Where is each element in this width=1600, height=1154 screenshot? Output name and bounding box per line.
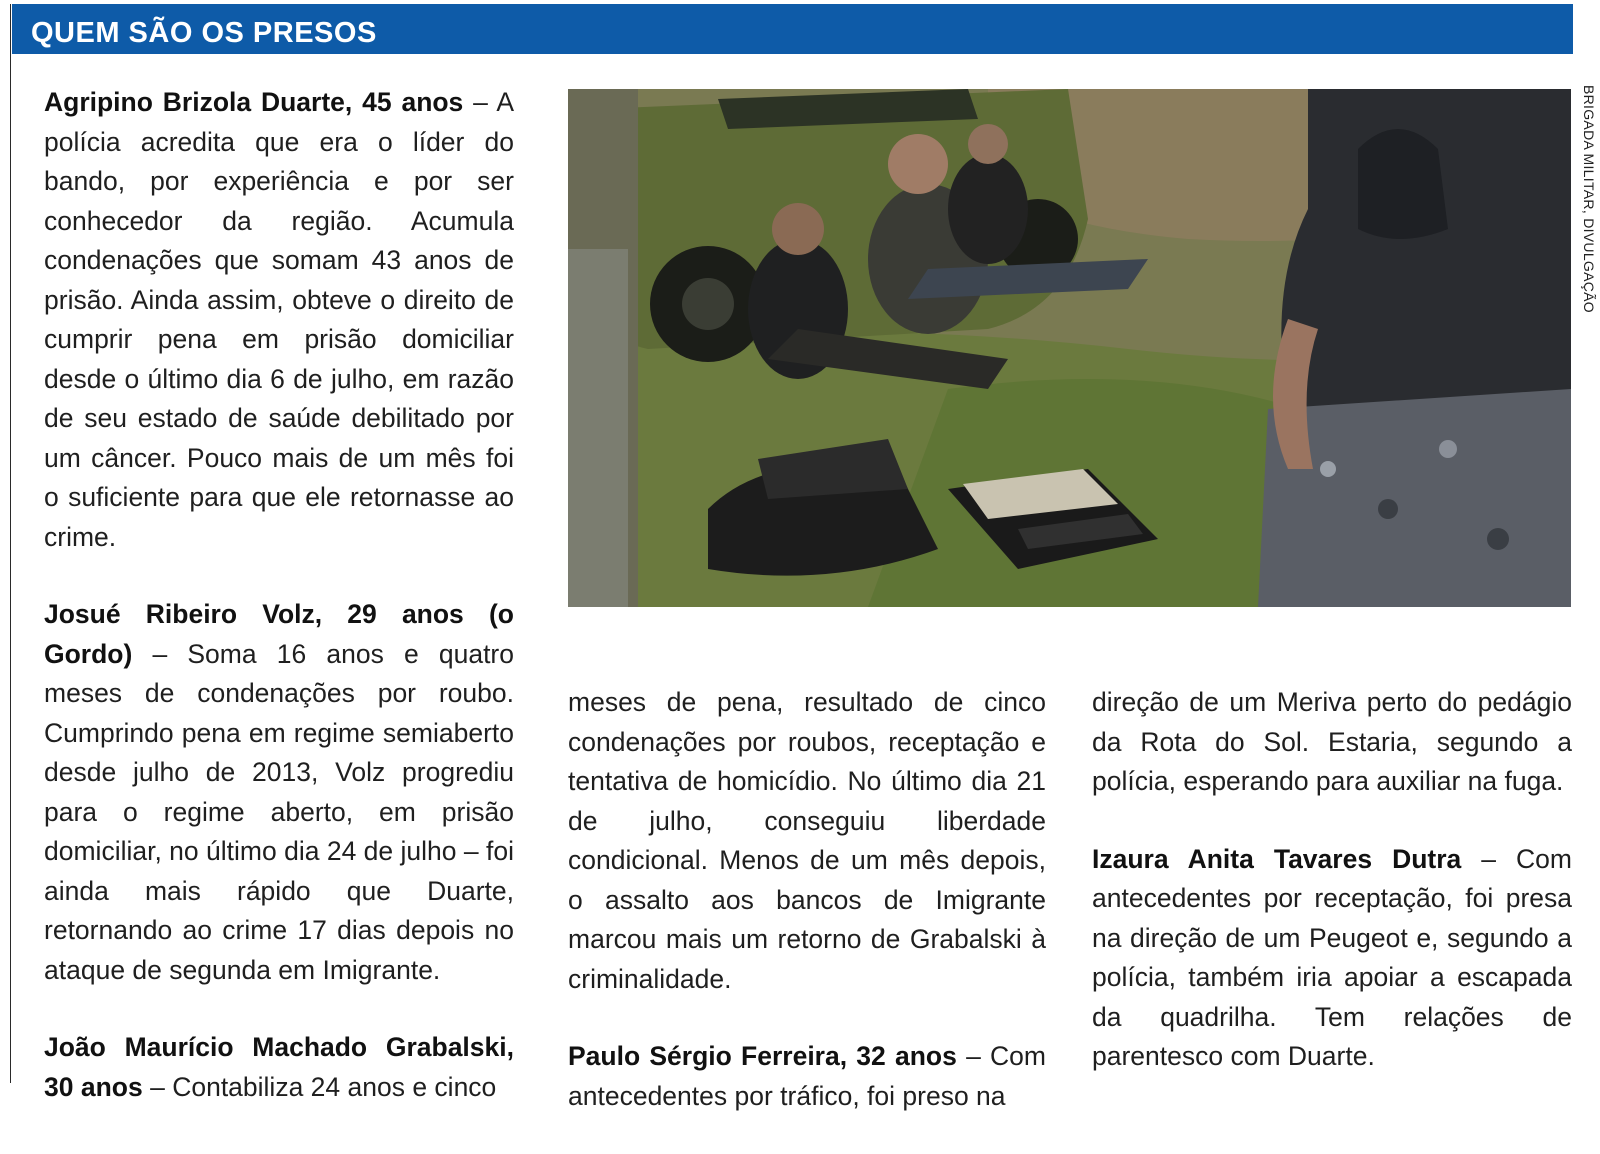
entry-name: Agripino Brizola Duarte, 45 anos: [44, 87, 464, 117]
entry-grabalski: João Maurício Machado Grabalski, 30 anos – Contabiliza 24 anos e cinco: [44, 1032, 514, 1102]
photo-illustration: [568, 89, 1571, 607]
entry-dutra: Izaura Anita Tavares Dutra – Com antecedentes por receptação, foi presa na direção de um Peugeot e, segundo a polícia, também iria apoiar a escapada da quadrilha. Tem relações de parentesco com Duarte.: [1092, 843, 1572, 1071]
column-3: [1092, 683, 1572, 1115]
column-2: [568, 683, 1046, 1154]
entry-ferreira-cont: [1092, 683, 1572, 802]
entry-text: A polícia acredita que era o líder do bando, por experiência e por ser conhecedor da região. Acumula condenações que somam 43 anos de prisão. Ainda assim, obteve o direito de cumprir pena em prisão domiciliar desde o último dia 6 de julho, em razão de seu estado de saúde debilitado por um câncer. Pouco mais de um mês foi o suficiente para que ele retornasse ao crime.: [44, 87, 514, 552]
entry-grabalski-cont: [568, 683, 1046, 999]
entry-text: Com antecedentes por receptação, foi presa na direção de um Peugeot e, segundo a polícia, também iria apoiar a escapada da quadrilha. Tem relações de parentesco com Duarte.: [1092, 843, 1572, 1071]
entry-text: Com antecedentes por tráfico, foi preso na: [568, 1041, 1046, 1111]
entry-text: Soma 16 anos e quatro meses de condenações por roubo. Cumprindo pena em regime semiaberto desde julho de 2013, Volz progrediu para o regime aberto, em prisão domiciliar, no último dia 24 de julho – foi ainda mais rápido que Duarte, retornando ao crime 17 dias depois no ataque de segunda em Imigrante.: [44, 638, 514, 985]
entry-name: Josué Ribeiro Volz, 29 anos (o Gordo): [44, 599, 514, 669]
entry-text: direção de um Meriva perto do pedágio da Rota do Sol. Estaria, segundo a polícia, esperando para auxiliar na fuga.: [1092, 687, 1572, 796]
entry-name: Paulo Sérgio Ferreira, 32 anos: [568, 1041, 957, 1071]
entry-volz: Josué Ribeiro Volz, 29 anos (o Gordo) – Soma 16 anos e quatro meses de condenações por roubo. Cumprindo pena em regime semiaberto desde julho de 2013, Volz progrediu para o regime aberto, em prisão domiciliar, no último dia 24 de julho – foi ainda mais rápido que Duarte, retornando ao crime 17 dias depois no ataque de segunda em Imigrante.: [44, 599, 514, 985]
photo-credit: BRIGADA MILITAR, DIVULGAÇÃO: [1581, 85, 1597, 313]
column-1: [44, 83, 514, 1145]
section-title: QUEM SÃO OS PRESOS: [31, 17, 377, 49]
entry-name: João Maurício Machado Grabalski, 30 anos: [44, 1032, 514, 1102]
entry-ferreira: Paulo Sérgio Ferreira, 32 anos – Com antecedentes por tráfico, foi preso na: [568, 1041, 1046, 1111]
entry-duarte: Agripino Brizola Duarte, 45 anos – A polícia acredita que era o líder do bando, por experiência e por ser conhecedor da região. Acumula condenações que somam 43 anos de prisão. Ainda assim, obteve o direito de cumprir pena em prisão domiciliar desde o último dia 6 de julho, em razão de seu estado de saúde debilitado por um câncer. Pouco mais de um mês foi o suficiente para que ele retornasse ao crime.: [44, 87, 514, 552]
entry-name: Izaura Anita Tavares Dutra: [1092, 843, 1462, 874]
entry-text: Contabiliza 24 anos e cinco: [172, 1071, 497, 1102]
entry-text: meses de pena, resultado de cinco condenações por roubos, receptação e tentativa de homicídio. No último dia 21 de julho, conseguiu liberdade condicional. Menos de um mês depois, o assalto aos bancos de Imigrante marcou mais um retorno de Grabalski à criminalidade.: [568, 687, 1046, 994]
section-header: [12, 4, 1573, 54]
news-photo: [568, 89, 1571, 607]
